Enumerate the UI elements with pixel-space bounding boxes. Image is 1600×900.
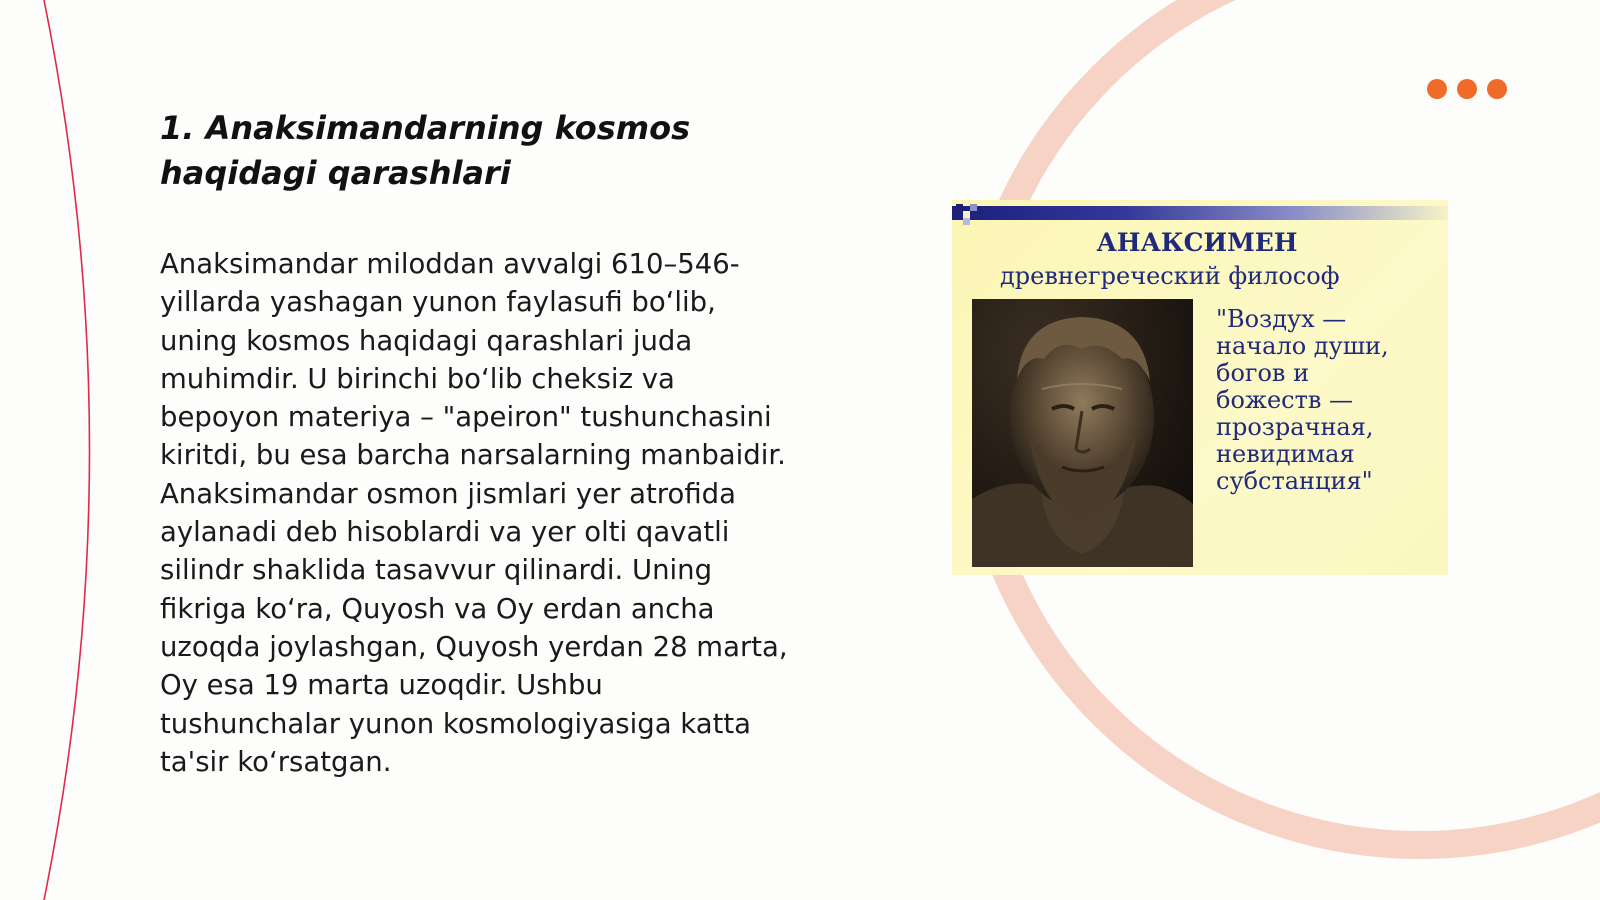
left-edge-curve bbox=[44, 0, 90, 900]
philosopher-name: АНАКСИМЕН bbox=[1096, 228, 1298, 257]
philosopher-card bbox=[952, 200, 1448, 575]
philosopher-quote: "Воздух — начало души, богов и божеств — прозрачная, невидимая субстанция" bbox=[1216, 305, 1389, 495]
dot-icon bbox=[1427, 79, 1447, 99]
card-corner-ornament bbox=[956, 204, 982, 226]
philosopher-subtitle: древнегреческий философ bbox=[1000, 262, 1340, 290]
dot-icon bbox=[1457, 79, 1477, 99]
card-header-bar bbox=[952, 206, 1448, 220]
bust-image bbox=[972, 299, 1193, 567]
philosopher-portrait bbox=[972, 299, 1193, 567]
dot-icon bbox=[1487, 79, 1507, 99]
slide-title: 1. Anaksimandarning kosmos haqidagi qarashlari bbox=[160, 109, 691, 192]
menu-dots bbox=[1427, 79, 1507, 99]
slide-body-text: Anaksimandar miloddan avvalgi 610–546- yillarda yashagan yunon faylasufi bo‘lib, uning kosmos haqidagi qarashlari juda muhimdir. U birinchi bo‘lib cheksiz va bepoyon materiya – "apeiron" tushunchasini kiritdi, bu esa barcha narsalarning manbaidir. Anaksimandar osmon jismlari yer atrofida aylanadi deb hisoblardi va yer olti qavatli silindr shaklida tasavvur qilinardi. Uning fikriga ko‘ra, Quyosh va Oy erdan ancha uzoqda joylashgan, Quyosh yerdan 28 marta, Oy esa 19 marta uzoqdir. Ushbu tushunchalar yunon kosmologiyasiga katta ta'sir ko‘rsatgan. bbox=[160, 248, 788, 778]
